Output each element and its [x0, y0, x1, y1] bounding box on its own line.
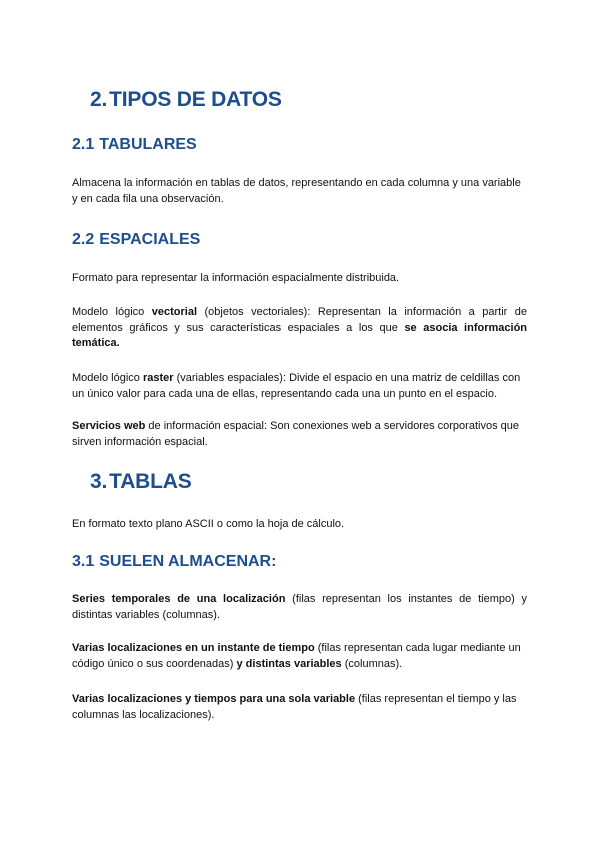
text-run: (variables espaciales): Divide el espacio en una matriz de celdillas con un único valor para cada una de ellas, representando cada una un punto en el espacio. [72, 372, 521, 400]
paragraph-modelo-raster [72, 371, 527, 402]
text-run: (filas representan los instantes de tiempo) y distintas variables (columnas). [72, 593, 528, 621]
bold-term: vectorial [151, 306, 198, 318]
bold-term: Servicios web [72, 420, 146, 432]
heading-espaciales [72, 231, 200, 249]
paragraph-tabulares: Almacena la información en tablas de datos, representando en cada columna y una variable y en cada fila una observación. [72, 177, 521, 205]
heading-number: 3.1 [72, 553, 95, 570]
bold-term: se asocia información temática. [72, 321, 528, 349]
text-run: (columnas). [341, 657, 403, 670]
heading-text: ESPACIALES [99, 231, 201, 248]
heading-number: 2.2 [72, 231, 95, 248]
heading-text: TABLAS [109, 470, 192, 493]
heading-tipos-de-datos [90, 88, 282, 112]
text-run: (filas representan el tiempo y las columnas las localizaciones). [72, 693, 517, 721]
bold-term: y distintas variables [236, 657, 342, 670]
bold-term: raster [142, 372, 174, 384]
heading-text: TIPOS DE DATOS [109, 88, 282, 111]
heading-text: TABULARES [99, 136, 197, 153]
heading-number: 3. [90, 470, 108, 493]
paragraph-espaciales-intro: Formato para representar la información espacialmente distribuida. [72, 272, 400, 284]
bold-term: Varias localizaciones y tiempos para una sola variable [72, 693, 356, 705]
text-run: (filas representan cada lugar mediante un código único o sus coordenadas) [72, 642, 521, 670]
text-run: Modelo lógico [72, 306, 152, 318]
heading-tablas [90, 470, 192, 494]
heading-text: SUELEN ALMACENAR: [99, 553, 277, 570]
heading-suelen-almacenar [72, 553, 276, 571]
heading-tabulares [72, 136, 197, 154]
bold-term: Varias localizaciones en un instante de tiempo [72, 642, 315, 654]
heading-number: 2.1 [72, 136, 95, 153]
text-run: (objetos vectoriales): Representan la información a partir de elementos gráficos y sus características espaciales a los que [72, 306, 528, 334]
paragraph-modelo-vectorial [72, 305, 527, 352]
text-run: de información espacial: Son conexiones web a servidores corporativos que sirven información espacial. [72, 420, 519, 448]
paragraph-series-temporales [72, 592, 527, 623]
paragraph-tablas-intro: En formato texto plano ASCII o como la hoja de cálculo. [72, 518, 345, 530]
heading-number: 2. [90, 88, 108, 111]
paragraph-servicios-web [72, 419, 527, 450]
bold-term: Series temporales de una localización [72, 593, 286, 605]
paragraph-varias-localizaciones-tiempos [72, 692, 527, 723]
paragraph-varias-localizaciones [72, 641, 527, 672]
text-run: Modelo lógico [72, 372, 143, 384]
